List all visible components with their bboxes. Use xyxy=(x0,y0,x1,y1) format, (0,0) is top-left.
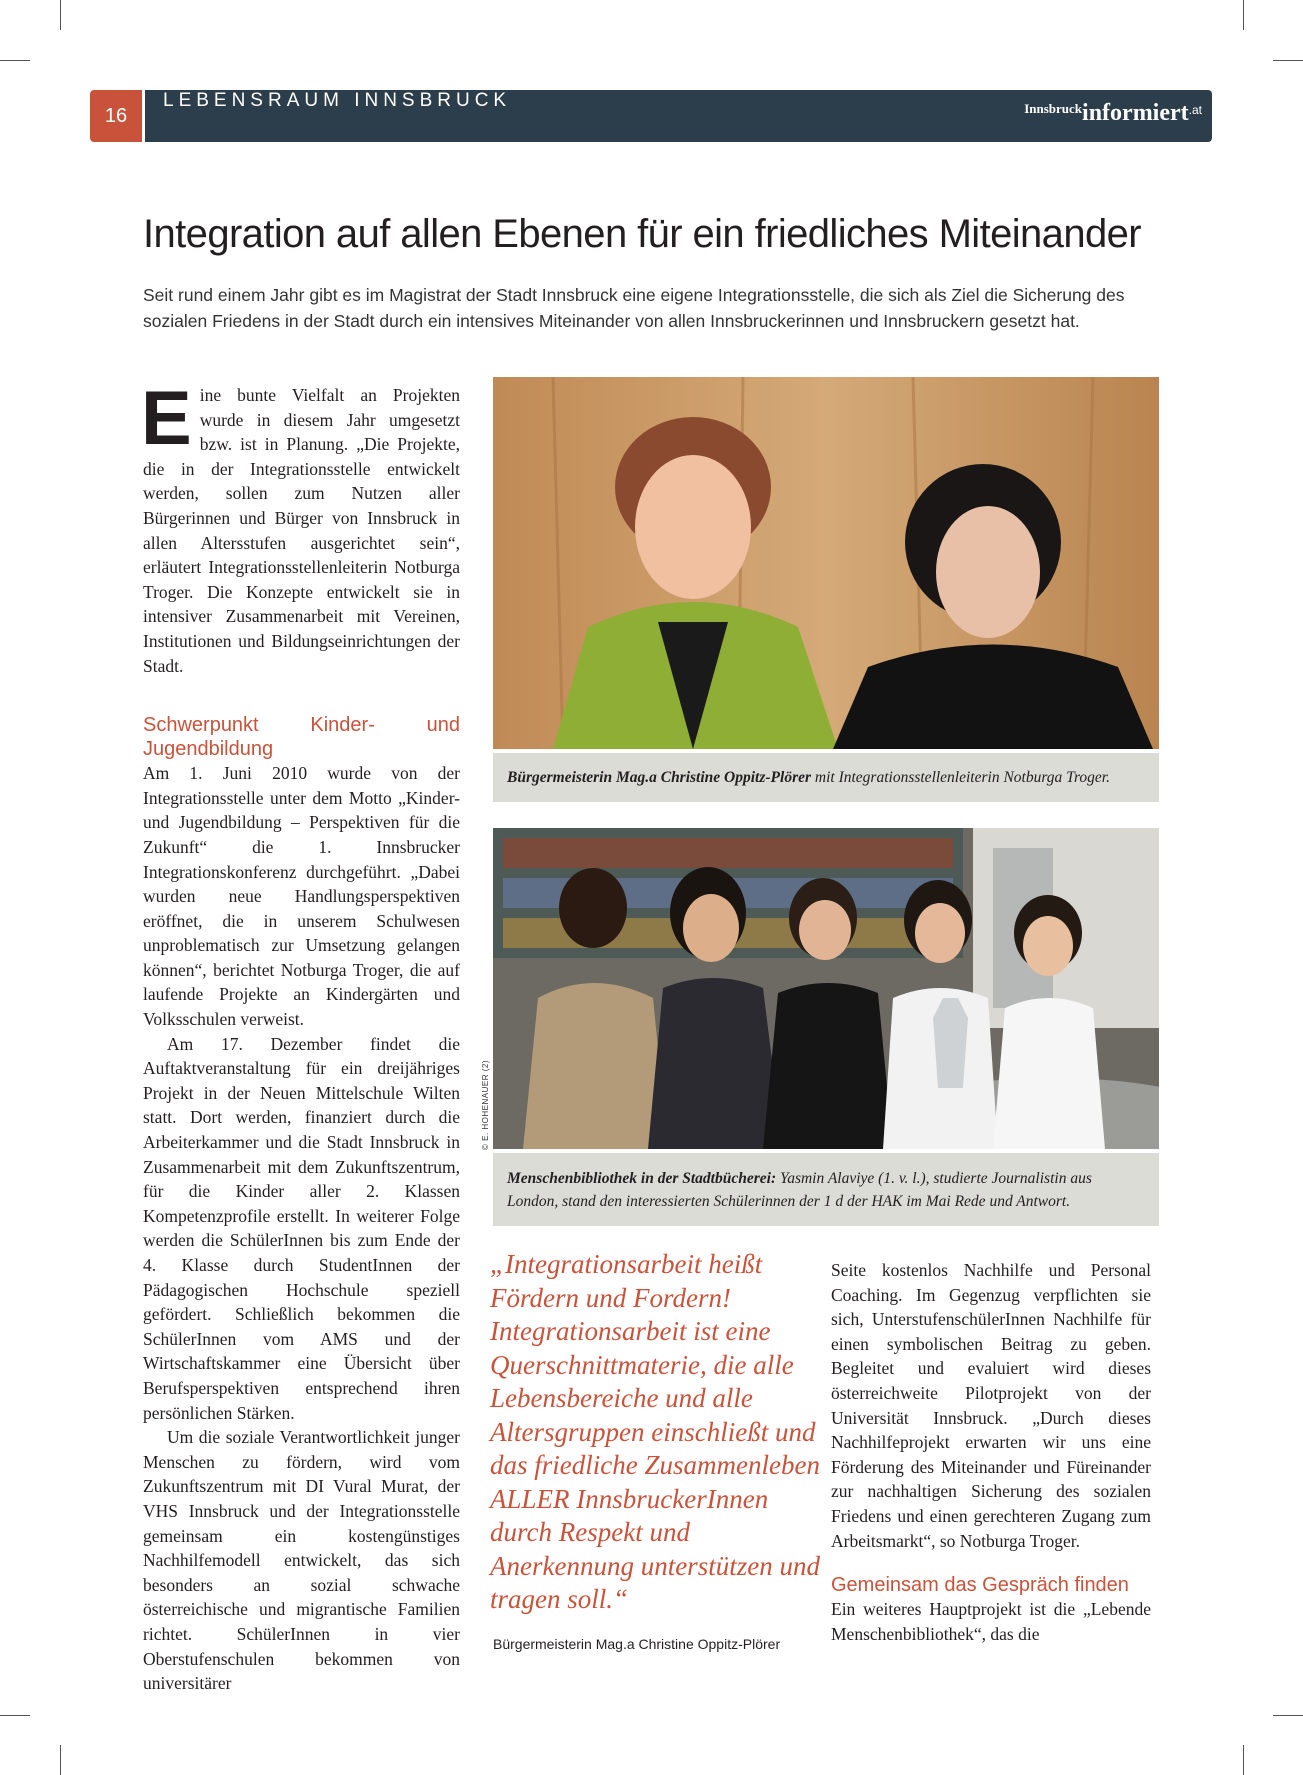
pull-quote: „Integrationsarbeit heißt Fördern und Fordern! Integrationsarbeit ist eine Querschnittmaterie, die alle Lebensbereiche und alle Altersgruppen einschließt und das friedliche Zusammenleben ALLER InnsbruckerInnen durch Respekt und Anerkennung unterstützen und tragen soll.“ xyxy=(490,1249,820,1614)
caption-text: mit Integrationsstellenleiterin Notburga Troger. xyxy=(811,769,1110,786)
page-number: 16 xyxy=(90,90,142,142)
crop-mark xyxy=(60,1745,61,1775)
section-title: LEBENSRAUM INNSBRUCK xyxy=(163,90,512,111)
caption-text: Yasmin Alaviye (1. v. l.), studierte Journalistin aus London, stand den interessierten Schülerinnen der 1 d der HAK im Mai Rede und Antwort. xyxy=(507,1170,1092,1210)
text-column-right xyxy=(831,1258,1151,1646)
section-bar xyxy=(145,90,1212,142)
photo-caption xyxy=(493,753,1159,802)
drop-cap: E xyxy=(141,376,192,461)
text-column-left xyxy=(141,376,460,1696)
photo-caption xyxy=(493,1153,1159,1226)
page-header xyxy=(90,90,1212,142)
brand-logo xyxy=(1024,90,1202,142)
intro-text: ine bunte Vielfalt an Projekten wurde in diesem Jahr umgesetzt bzw. ist in Planung. „Die Projekte, die in der Integrationsstelle entwickelt werden, sollen zum Nutzen aller Bürgerinnen und Bürger von Innsbruck in allen Altersstufen ausgerichtet sein“, erläutert Integrationsstellenleiterin Notburga Troger. Die Konzepte entwickelt sie in intensiver Zusammenarbeit mit Vereinen, Institutionen und Bildungseinrichtungen der Stadt. xyxy=(143,385,460,676)
body-paragraph: Am 17. Dezember findet die Auftaktveranstaltung für ein dreijähriges Projekt in der Neuen Mittelschule Wilten statt. Dort werden, finanziert durch die Arbeiterkammer und die Stadt Innsbruck in Zusammenarbeit mit dem Zukunftszentrum, für die Kinder aller 2. Klassen Kompetenzprofile erstellt. In weiterer Folge werden die SchülerInnen bis zum Ende der 4. Klasse durch StudentInnen der Pädagogischen Hochschule speziell gefördert. Schließlich bekommen die SchülerInnen vom AMS und der Wirtschaftskammer eine Übersicht über Berufsperspektiven entsprechend ihren persönlichen Stärken. xyxy=(143,1033,460,1423)
photo-illustration xyxy=(493,377,1159,749)
photo-credit: © E. HOHENAUER (2) xyxy=(481,1059,490,1150)
body-paragraph: Um die soziale Verantwortlichkeit junger Menschen zu fördern, wird vom Zukunftszentrum mit DI Vural Murat, der VHS Innsbruck und der Integrationsstelle gemeinsam ein kostengünstiges Nachhilfemodell entwickelt, das sich besonders an sozial schwache österreichische und migrantische Familien richtet. SchülerInnen in vier Oberstufenschulen bekommen von universitärer xyxy=(143,1427,460,1694)
subhead-gespraech-finden: Gemeinsam das Gespräch finden xyxy=(831,1574,1129,1597)
body-paragraph: Seite kostenlos Nachhilfe und Personal Coaching. Im Gegenzug verpflichten sie sich, UnterstufenschülerInnen Nachhilfe für einen symbolischen Beitrag zu geben. Begleitet und evaluiert wird dieses österreichweite Pilotprojekt von der Universität Innsbruck. „Durch dieses Nachhilfeprojekt erwarten wir uns eine Förderung des Miteinander und Füreinander zur nachhaltigen Sicherung des sozialen Friedens und einen gerechteren Zugang zum Arbeitsmarkt“, so Notburga Troger. xyxy=(831,1260,1151,1551)
subhead-kinder-jugendbildung: Schwerpunkt Kinder- und Jugendbildung xyxy=(143,714,460,761)
brand-prefix: Innsbruck xyxy=(1024,101,1083,116)
body-paragraph: Am 1. Juni 2010 wurde von der Integrationsstelle unter dem Motto „Kinder- und Jugendbildung – Perspektiven für die Zukunft“ die 1. Innsbrucker Integrationskonferenz durchgeführt. „Dabei wurden neue Handlungsperspektiven eröffnet, die in unserem Schulwesen unproblematisch zur Umsetzung gelangen können“, berichtet Notburga Troger, die auf laufende Projekte an Kindergärten und Volksschulen verweist. xyxy=(143,763,460,1030)
photo-menschenbibliothek xyxy=(493,828,1159,1149)
crop-mark xyxy=(0,60,30,61)
crop-mark xyxy=(1273,1715,1303,1716)
crop-mark xyxy=(60,0,61,30)
photo-mayor-and-troger xyxy=(493,377,1159,749)
article-lead: Seit rund einem Jahr gibt es im Magistrat der Stadt Innsbruck eine eigene Integrationsstelle, die sich als Ziel die Sicherung des sozialen Friedens in der Stadt durch ein intensives Miteinander von allen Innsbruckerinnen und Innsbruckern gesetzt hat. xyxy=(143,285,1125,331)
body-paragraph: Ein weiteres Hauptprojekt ist die „Lebende Menschenbibliothek“, das die xyxy=(831,1599,1151,1644)
crop-mark xyxy=(1243,0,1244,30)
article-headline: Integration auf allen Ebenen für ein friedliches Miteinander xyxy=(143,212,1141,256)
quote-author: Bürgermeisterin Mag.a Christine Oppitz-Plörer xyxy=(493,1636,781,1652)
brand-main: informiert xyxy=(1082,100,1189,126)
brand-suffix: .at xyxy=(1188,103,1202,117)
crop-mark xyxy=(0,1715,30,1716)
caption-bold: Menschenbibliothek in der Stadtbücherei: xyxy=(507,1170,777,1187)
crop-mark xyxy=(1243,1745,1244,1775)
caption-bold: Bürgermeisterin Mag.a Christine Oppitz-Plörer xyxy=(507,769,812,786)
intro-paragraph xyxy=(141,376,460,678)
photo-illustration xyxy=(493,828,1159,1149)
crop-mark xyxy=(1273,60,1303,61)
